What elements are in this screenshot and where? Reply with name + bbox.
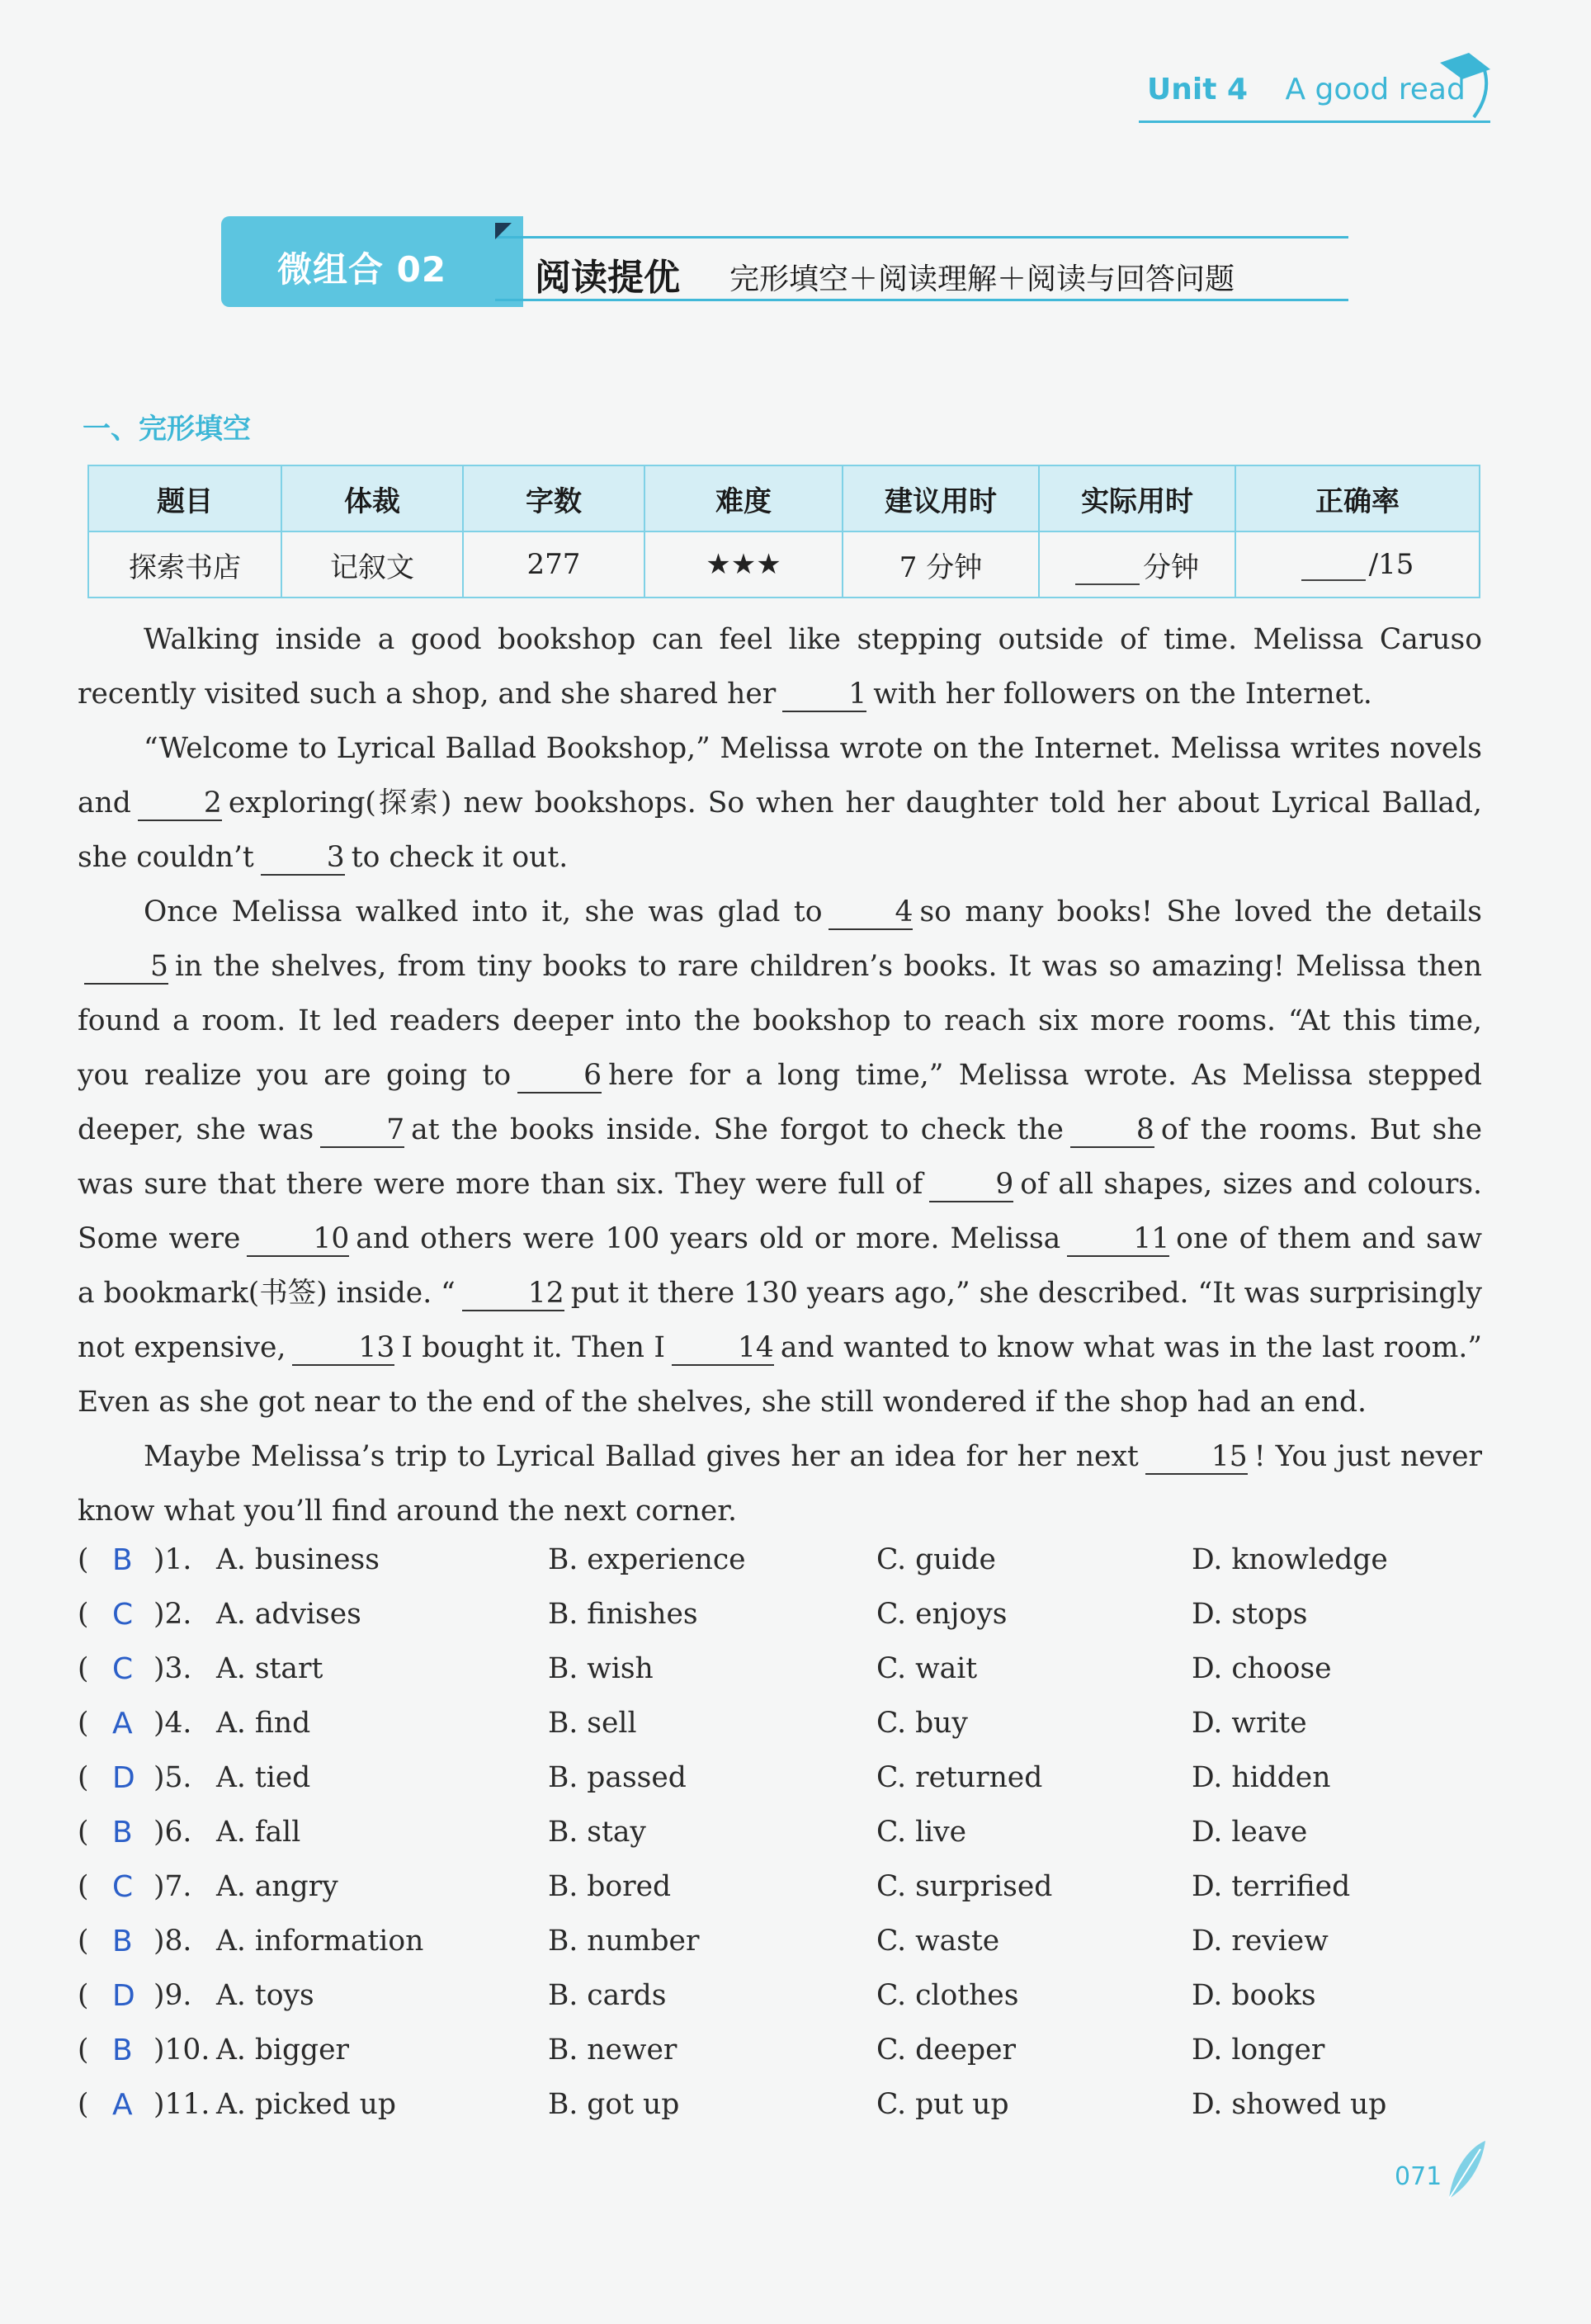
passage-text: “Welcome to Lyrical Ballad Bookshop,” Melissa wrote on the Internet. Melissa writes novels and bbox=[78, 732, 1482, 820]
passage-text: and others were 100 years old or more. Melissa bbox=[356, 1222, 1061, 1255]
passage-text: Once Melissa walked into it, she was glad to bbox=[144, 895, 823, 928]
question-row bbox=[78, 1979, 1497, 2034]
option-c[interactable]: C. surprised bbox=[876, 1870, 1053, 1903]
banner-label: 微组合 02 bbox=[277, 249, 447, 290]
table-cell-suggested-time: 7 分钟 bbox=[843, 531, 1039, 598]
question-row bbox=[78, 2088, 1497, 2142]
answer-mark[interactable]: D bbox=[112, 1761, 135, 1795]
blank-10[interactable]: 10 bbox=[247, 1222, 349, 1257]
question-row bbox=[78, 1543, 1497, 1598]
passage-text: and wanted to know what was in the last room.” Even as she got near to the end of the shelves, she still wondered if the shop had an end. bbox=[78, 1331, 1482, 1419]
table-header: 难度 bbox=[644, 465, 843, 531]
question-row bbox=[78, 1652, 1497, 1707]
option-a[interactable]: A. start bbox=[216, 1652, 323, 1685]
option-d[interactable]: D. terrified bbox=[1192, 1870, 1351, 1903]
blank-15[interactable]: 15 bbox=[1145, 1440, 1248, 1475]
question-row bbox=[78, 1761, 1497, 1816]
answer-mark[interactable]: B bbox=[112, 1543, 133, 1577]
passage-text: exploring(探索) new bookshops. So when her daughter told her about Lyrical Ballad, she couldn’t bbox=[78, 786, 1482, 874]
option-d[interactable]: D. stops bbox=[1192, 1598, 1308, 1631]
answer-bracket: ( bbox=[78, 1707, 89, 1740]
question-number: )7. bbox=[153, 1870, 192, 1903]
answer-mark[interactable]: C bbox=[112, 1598, 134, 1632]
question-row bbox=[78, 1925, 1497, 1979]
table-header: 字数 bbox=[463, 465, 644, 531]
blank-4[interactable]: 4 bbox=[829, 895, 913, 930]
answer-mark[interactable]: A bbox=[112, 1707, 133, 1741]
passage-text: in the shelves, from tiny books to rare children’s books. It was so amazing! Melissa then found a room. It led readers deeper into the bookshop to reach six more rooms. “At this time, you realize you are going to bbox=[78, 950, 1482, 1092]
passage-paragraph bbox=[78, 885, 1482, 1429]
answer-bracket: ( bbox=[78, 1925, 89, 1958]
blank-3[interactable]: 3 bbox=[261, 841, 345, 876]
question-number: )3. bbox=[153, 1652, 192, 1685]
option-a[interactable]: A. toys bbox=[216, 1979, 314, 2012]
passage-paragraph bbox=[78, 1429, 1482, 1538]
answer-bracket: ( bbox=[78, 2034, 89, 2067]
passage-text: at the books inside. She forgot to check the bbox=[411, 1113, 1064, 1146]
option-b[interactable]: B. got up bbox=[548, 2088, 680, 2121]
answer-mark[interactable]: C bbox=[112, 1870, 134, 1904]
blank-1[interactable]: 1 bbox=[782, 678, 866, 712]
table-cell-difficulty: ★★★ bbox=[644, 531, 843, 598]
option-a[interactable]: A. information bbox=[216, 1925, 424, 1958]
question-row bbox=[78, 1707, 1497, 1761]
question-number: )9. bbox=[153, 1979, 192, 2012]
exercise-stats-table bbox=[87, 465, 1480, 598]
blank-8[interactable]: 8 bbox=[1070, 1113, 1154, 1148]
option-d[interactable]: D. longer bbox=[1192, 2034, 1325, 2067]
option-c[interactable]: C. buy bbox=[876, 1707, 968, 1740]
question-number: )8. bbox=[153, 1925, 192, 1958]
answer-mark[interactable]: B bbox=[112, 1925, 133, 1958]
option-d[interactable]: D. knowledge bbox=[1192, 1543, 1388, 1576]
option-a[interactable]: A. tied bbox=[216, 1761, 311, 1794]
question-number: )5. bbox=[153, 1761, 192, 1794]
answer-mark[interactable]: A bbox=[112, 2088, 133, 2122]
table-header: 建议用时 bbox=[843, 465, 1039, 531]
table-header: 题目 bbox=[88, 465, 281, 531]
answer-bracket: ( bbox=[78, 2088, 89, 2121]
actual-time-blank[interactable] bbox=[1075, 559, 1140, 585]
table-header: 正确率 bbox=[1235, 465, 1480, 531]
question-number: )4. bbox=[153, 1707, 192, 1740]
answer-bracket: ( bbox=[78, 1652, 89, 1685]
option-c[interactable]: C. wait bbox=[876, 1652, 978, 1685]
option-b[interactable]: B. number bbox=[548, 1925, 700, 1958]
option-a[interactable]: A. fall bbox=[216, 1816, 301, 1849]
banner-title: 阅读提优 bbox=[535, 257, 680, 299]
option-d[interactable]: D. leave bbox=[1192, 1816, 1308, 1849]
answer-mark[interactable]: B bbox=[112, 2034, 133, 2067]
passage-text: of the rooms. But she was sure that there were more than six. They were full of bbox=[78, 1113, 1482, 1201]
passage-text: I bought it. Then I bbox=[401, 1331, 665, 1364]
passage-text: ! You just never know what you’ll find around the next corner. bbox=[78, 1440, 1482, 1528]
answer-bracket: ( bbox=[78, 1543, 89, 1576]
question-options bbox=[78, 1543, 1497, 2142]
unit-label: Unit 4 bbox=[1147, 73, 1248, 106]
banner-subtitle: 完形填空＋阅读理解＋阅读与回答问题 bbox=[729, 262, 1235, 296]
option-c[interactable]: C. enjoys bbox=[876, 1598, 1008, 1631]
table-cell-topic: 探索书店 bbox=[88, 531, 281, 598]
option-d[interactable]: D. showed up bbox=[1192, 2088, 1387, 2121]
section-title: 一、完形填空 bbox=[83, 413, 251, 446]
feather-icon bbox=[1444, 2137, 1489, 2204]
blank-5[interactable]: 5 bbox=[84, 950, 168, 985]
table-cell-actual-time[interactable] bbox=[1039, 531, 1235, 598]
option-b[interactable]: B. sell bbox=[548, 1707, 637, 1740]
cloze-passage bbox=[78, 612, 1482, 1538]
question-row bbox=[78, 2034, 1497, 2088]
option-b[interactable]: B. finishes bbox=[548, 1598, 698, 1631]
blank-14[interactable]: 14 bbox=[672, 1331, 774, 1366]
answer-bracket: ( bbox=[78, 1816, 89, 1849]
answer-mark[interactable]: D bbox=[112, 1979, 135, 2013]
answer-mark[interactable]: B bbox=[112, 1816, 133, 1849]
question-number: )1. bbox=[153, 1543, 192, 1576]
table-cell-wordcount: 277 bbox=[463, 531, 644, 598]
passage-text: to check it out. bbox=[351, 841, 569, 874]
option-a[interactable]: A. picked up bbox=[216, 2088, 396, 2121]
option-b[interactable]: B. stay bbox=[548, 1816, 646, 1849]
blank-7[interactable]: 7 bbox=[320, 1113, 404, 1148]
blank-6[interactable]: 6 bbox=[517, 1059, 602, 1094]
option-c[interactable]: C. returned bbox=[876, 1761, 1043, 1794]
option-c[interactable]: C. live bbox=[876, 1816, 967, 1849]
option-b[interactable]: B. wish bbox=[548, 1652, 654, 1685]
blank-9[interactable]: 9 bbox=[929, 1168, 1013, 1202]
passage-text: here for a long time,” Melissa wrote. As Melissa stepped deeper, she was bbox=[78, 1059, 1482, 1146]
option-b[interactable]: B. experience bbox=[548, 1543, 746, 1576]
option-b[interactable]: B. newer bbox=[548, 2034, 677, 2067]
passage-text: Walking inside a good bookshop can feel like stepping outside of time. Melissa Caruso recently visited such a shop, and she shared her bbox=[78, 623, 1482, 711]
question-row bbox=[78, 1598, 1497, 1652]
passage-text: so many books! She loved the details bbox=[919, 895, 1482, 928]
graduation-cap-icon bbox=[1436, 46, 1494, 120]
option-b[interactable]: B. passed bbox=[548, 1761, 687, 1794]
option-a[interactable]: A. advises bbox=[216, 1598, 361, 1631]
option-c[interactable]: C. deeper bbox=[876, 2034, 1017, 2067]
unit-header bbox=[1147, 73, 1466, 106]
option-a[interactable]: A. angry bbox=[216, 1870, 338, 1903]
option-b[interactable]: B. bored bbox=[548, 1870, 672, 1903]
question-number: )2. bbox=[153, 1598, 192, 1631]
table-cell-accuracy[interactable] bbox=[1235, 531, 1480, 598]
banner-top-rule bbox=[495, 236, 1348, 239]
answer-bracket: ( bbox=[78, 1979, 89, 2012]
option-b[interactable]: B. cards bbox=[548, 1979, 667, 2012]
blank-2[interactable]: 2 bbox=[138, 786, 222, 821]
table-header: 体裁 bbox=[281, 465, 463, 531]
question-number: )10. bbox=[153, 2034, 210, 2067]
question-number: )6. bbox=[153, 1816, 192, 1849]
option-c[interactable]: C. waste bbox=[876, 1925, 1000, 1958]
banner-flag-icon bbox=[495, 223, 512, 239]
option-d[interactable]: D. hidden bbox=[1192, 1761, 1331, 1794]
question-row bbox=[78, 1816, 1497, 1870]
table-row bbox=[88, 531, 1480, 598]
blank-11[interactable]: 11 bbox=[1067, 1222, 1169, 1257]
table-header-row bbox=[88, 465, 1480, 531]
unit-title: A good read bbox=[1285, 73, 1466, 106]
header-rule bbox=[1139, 120, 1490, 123]
passage-paragraph bbox=[78, 721, 1482, 885]
answer-bracket: ( bbox=[78, 1598, 89, 1631]
blank-12[interactable]: 12 bbox=[462, 1277, 564, 1311]
option-c[interactable]: C. clothes bbox=[876, 1979, 1019, 2012]
option-a[interactable]: A. bigger bbox=[216, 2034, 350, 2067]
option-c[interactable]: C. put up bbox=[876, 2088, 1009, 2121]
option-a[interactable]: A. business bbox=[216, 1543, 380, 1576]
accuracy-total: /15 bbox=[1368, 548, 1414, 581]
answer-bracket: ( bbox=[78, 1870, 89, 1903]
option-c[interactable]: C. guide bbox=[876, 1543, 996, 1576]
option-d[interactable]: D. books bbox=[1192, 1979, 1316, 2012]
passage-text: with her followers on the Internet. bbox=[873, 678, 1372, 711]
passage-text: one of them and saw a bookmark(书签) inside. “ bbox=[78, 1222, 1482, 1310]
blank-13[interactable]: 13 bbox=[292, 1331, 394, 1366]
actual-time-unit: 分钟 bbox=[1143, 550, 1199, 584]
table-header: 实际用时 bbox=[1039, 465, 1235, 531]
option-d[interactable]: D. write bbox=[1192, 1707, 1307, 1740]
table-cell-genre: 记叙文 bbox=[281, 531, 463, 598]
passage-paragraph bbox=[78, 612, 1482, 721]
passage-text: put it there 130 years ago,” she described. “It was surprisingly not expensive, bbox=[78, 1277, 1482, 1364]
passage-text: of all shapes, sizes and colours. Some were bbox=[78, 1168, 1482, 1255]
page-number: 071 bbox=[1395, 2162, 1442, 2191]
option-a[interactable]: A. find bbox=[216, 1707, 311, 1740]
answer-bracket: ( bbox=[78, 1761, 89, 1794]
option-d[interactable]: D. review bbox=[1192, 1925, 1329, 1958]
question-row bbox=[78, 1870, 1497, 1925]
option-d[interactable]: D. choose bbox=[1192, 1652, 1332, 1685]
passage-text: Maybe Melissa’s trip to Lyrical Ballad gives her an idea for her next bbox=[144, 1440, 1139, 1473]
question-number: )11. bbox=[153, 2088, 210, 2121]
accuracy-blank[interactable] bbox=[1301, 555, 1366, 581]
answer-mark[interactable]: C bbox=[112, 1652, 134, 1686]
